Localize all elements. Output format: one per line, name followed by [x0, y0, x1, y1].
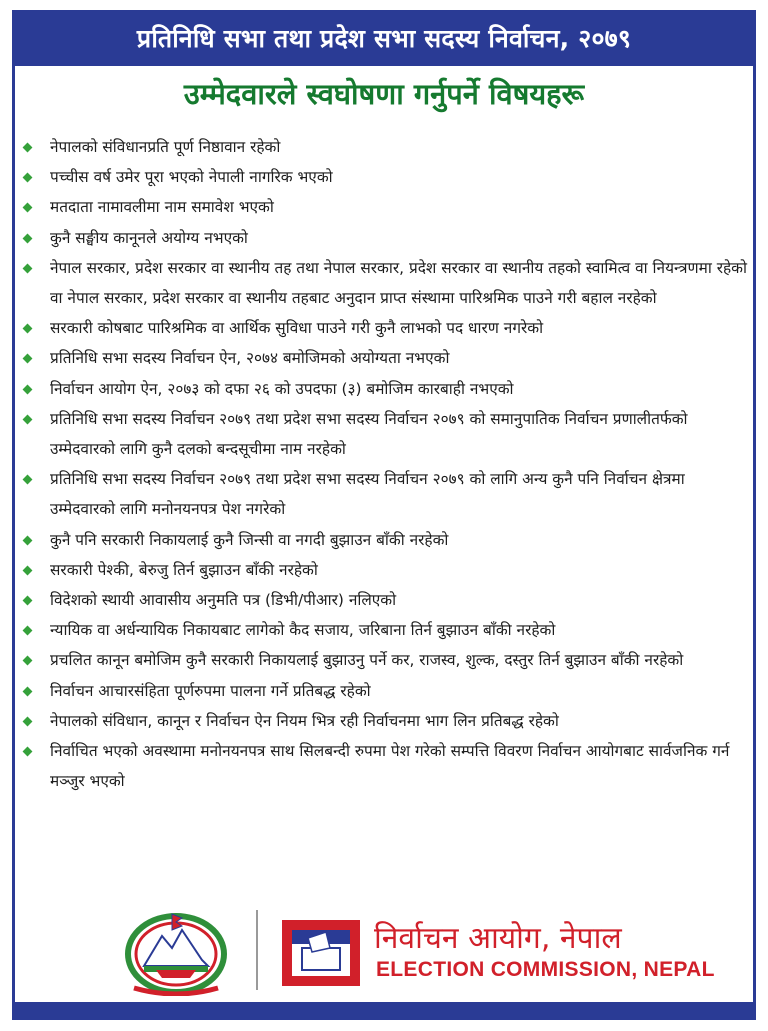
diamond-bullet-icon [23, 354, 33, 364]
list-item-text: सरकारी कोषबाट पारिश्रमिक वा आर्थिक सुविधा पाउने गरी कुनै लाभको पद धारण नगरेको [50, 319, 544, 338]
list-item-text: न्यायिक वा अर्धन्यायिक निकायबाट लागेको कैद सजाय, जरिबाना तिर्न बुझाउन बाँकी नरहेको [50, 621, 556, 640]
diamond-bullet-icon [23, 686, 33, 696]
list-item-text: विदेशको स्थायी आवासीय अनुमति पत्र (डिभी/पीआर) नलिएको [50, 591, 397, 610]
ballot-box-icon [280, 918, 362, 988]
list-item [20, 676, 750, 706]
list-item [20, 223, 750, 253]
list-item [20, 585, 750, 615]
list-item [20, 253, 750, 313]
diamond-bullet-icon [23, 173, 33, 183]
bottom-band [12, 1002, 756, 1020]
list-item-text: निर्वाचन आचारसंहिता पूर्णरुपमा पालना गर्ने प्रतिबद्ध रहेको [50, 681, 371, 700]
list-item [20, 313, 750, 343]
list-item [20, 555, 750, 585]
list-item [20, 162, 750, 192]
list-item-text: मतदाता नामावलीमा नाम समावेश भएको [50, 198, 274, 217]
list-item-text: कुनै सङ्घीय कानूनले अयोग्य नभएको [50, 228, 248, 247]
list-item-text: नेपालको संविधान, कानून र निर्वाचन ऐन नियम भित्र रही निर्वाचनमा भाग लिन प्रतिबद्ध रहेको [50, 711, 559, 730]
diamond-bullet-icon [23, 596, 33, 606]
list-item-text: नेपाल सरकार, प्रदेश सरकार वा स्थानीय तह तथा नेपाल सरकार, प्रदेश सरकार वा स्थानीय तहको स्वामित्व वा नियन्त्रणमा रहेको वा नेपाल सरकार, प्रदेश सरकार वा स्थानीय तहबाट अनुदान प्राप्त संस्थामा पारिश्रमिक पाउने गरी बहाल नरहेको [50, 258, 747, 308]
list-item [20, 736, 750, 796]
list-item-text: पच्चीस वर्ष उमेर पूरा भएको नेपाली नागरिक भएको [50, 168, 333, 187]
list-item [20, 464, 750, 524]
list-item [20, 645, 750, 675]
list-item-text: नेपालको संविधानप्रति पूर्ण निष्ठावान रहेको [50, 138, 281, 156]
footer [12, 902, 756, 1000]
list-item [20, 343, 750, 373]
diamond-bullet-icon [23, 324, 33, 334]
diamond-bullet-icon [23, 233, 33, 243]
list-item-text: प्रतिनिधि सभा सदस्य निर्वाचन २०७९ तथा प्रदेश सभा सदस्य निर्वाचन २०७९ को लागि अन्य कुनै पनि निर्वाचन क्षेत्रमा उम्मेदवारको लागि मनोनयनपत्र पेश नगरेको [50, 470, 685, 519]
list-item [20, 525, 750, 555]
commission-name-nepali: निर्वाचन आयोग, नेपाल [374, 921, 622, 956]
list-item-text: सरकारी पेश्की, बेरुजु तिर्न बुझाउन बाँकी नरहेको [50, 560, 318, 579]
list-item [20, 132, 750, 162]
diamond-bullet-icon [23, 535, 33, 545]
diamond-bullet-icon [23, 384, 33, 394]
diamond-bullet-icon [23, 656, 33, 666]
diamond-bullet-icon [23, 263, 33, 273]
list-item-text: प्रतिनिधि सभा सदस्य निर्वाचन ऐन, २०७४ बमोजिमको अयोग्यता नभएको [50, 349, 450, 368]
diamond-bullet-icon [23, 565, 33, 575]
list-item-text: निर्वाचित भएको अवस्थामा मनोनयनपत्र साथ सिलबन्दी रुपमा पेश गरेको सम्पत्ति विवरण निर्वाचन आयोगबाट सार्वजनिक गर्न मञ्जुर भएको [50, 742, 730, 791]
diamond-bullet-icon [23, 475, 33, 485]
footer-divider [256, 910, 258, 990]
diamond-bullet-icon [23, 203, 33, 213]
list-item [20, 706, 750, 736]
diamond-bullet-icon [23, 626, 33, 636]
header-band [12, 10, 756, 66]
list-item [20, 404, 750, 464]
list-item-text: निर्वाचन आयोग ऐन, २०७३ को दफा २६ को उपदफा (३) बमोजिम कारबाही नभएको [50, 379, 514, 398]
diamond-bullet-icon [23, 716, 33, 726]
list-item [20, 192, 750, 222]
list-item-text: कुनै पनि सरकारी निकायलाई कुनै जिन्सी वा नगदी बुझाउन बाँकी नरहेको [50, 530, 449, 549]
diamond-bullet-icon [23, 143, 33, 153]
page-subtitle: उम्मेदवारले स्वघोषणा गर्नुपर्ने विषयहरू [183, 77, 585, 111]
header-title: प्रतिनिधि सभा तथा प्रदेश सभा सदस्य निर्वाचन, २०७९ [136, 24, 632, 53]
list-item-text: प्रतिनिधि सभा सदस्य निर्वाचन २०७९ तथा प्रदेश सभा सदस्य निर्वाचन २०७९ को समानुपातिक निर्वाचन प्रणालीतर्फको उम्मेदवारको लागि कुनै दलको बन्दसूचीमा नाम नरहेको [50, 409, 688, 459]
nepal-emblem-icon [120, 908, 232, 996]
declaration-list [20, 132, 750, 796]
commission-name-english: ELECTION COMMISSION, NEPAL [376, 958, 715, 981]
list-item [20, 374, 750, 404]
list-item-text: प्रचलित कानून बमोजिम कुनै सरकारी निकायलाई बुझाउनु पर्ने कर, राजस्व, शुल्क, दस्तुर तिर्न बुझाउन बाँकी नरहेको [50, 651, 684, 670]
diamond-bullet-icon [23, 414, 33, 424]
diamond-bullet-icon [23, 747, 33, 757]
list-item [20, 615, 750, 645]
